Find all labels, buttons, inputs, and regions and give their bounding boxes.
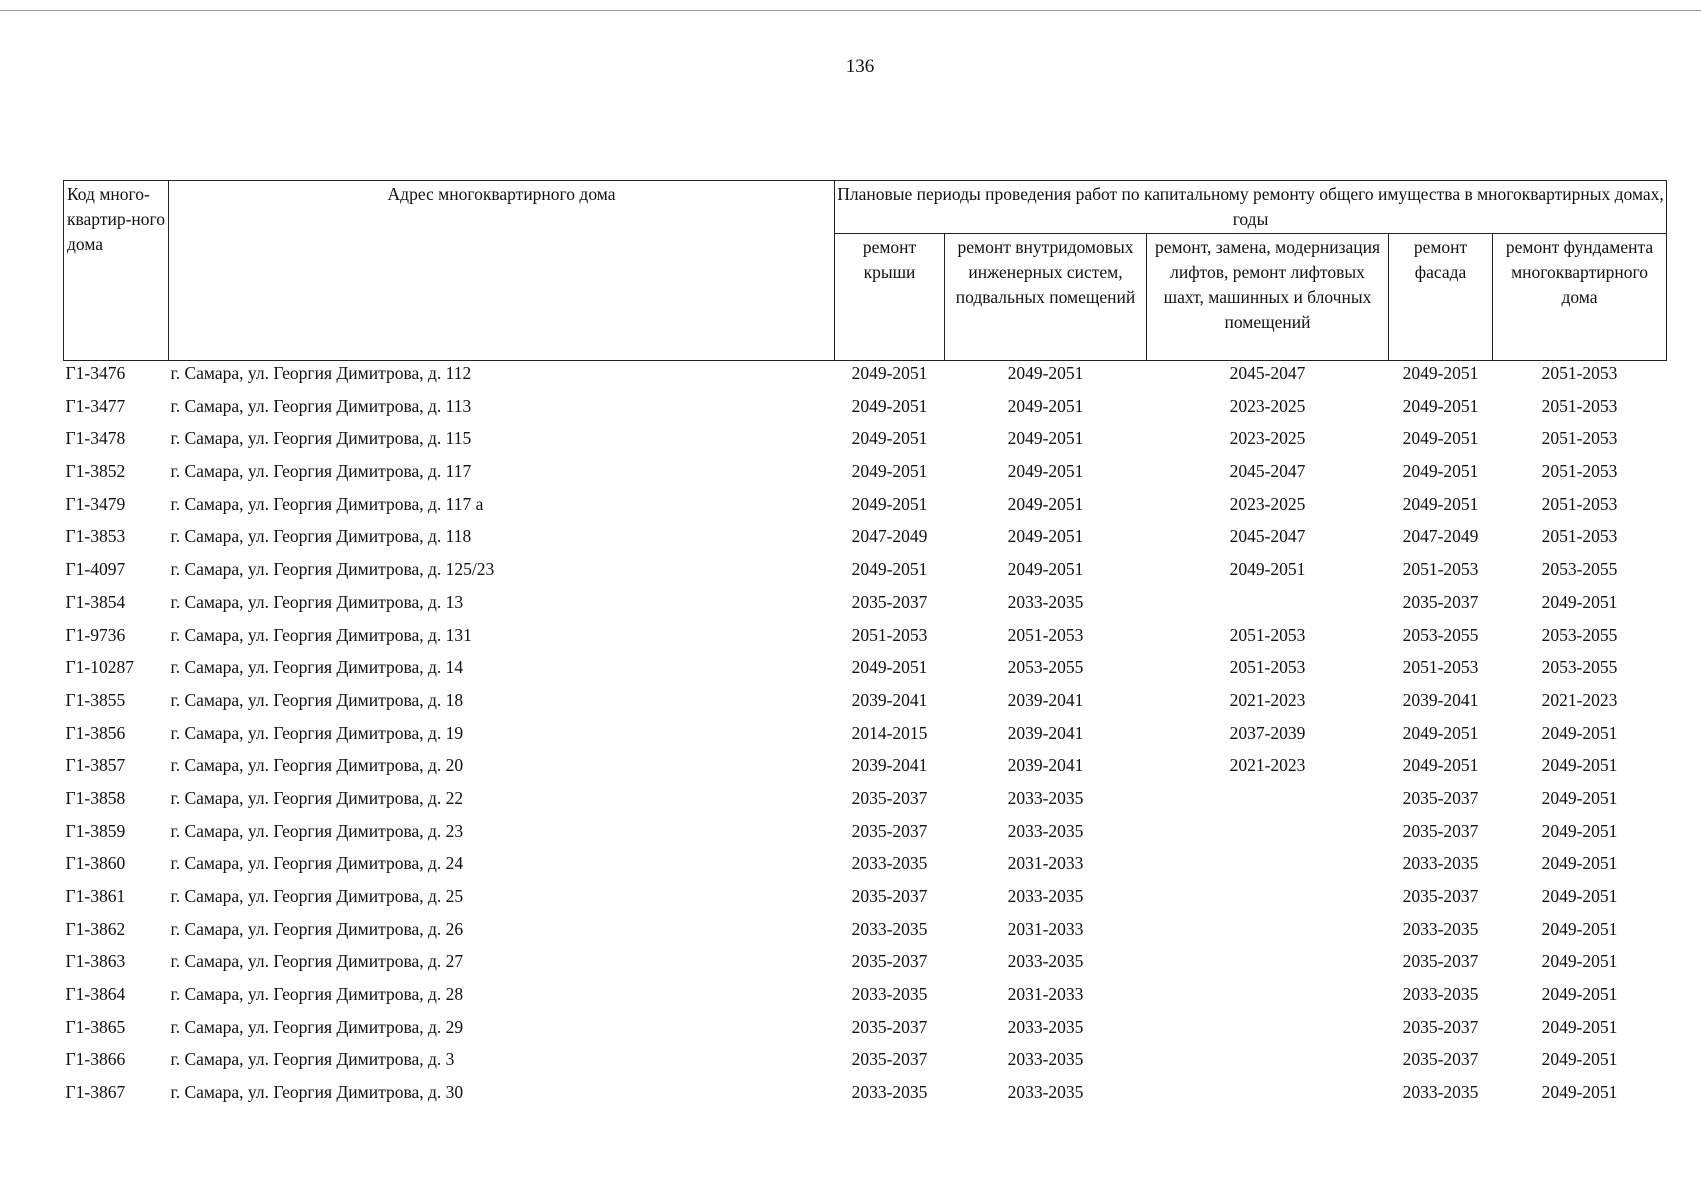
cell-foundation: 2049-2051 — [1541, 787, 1618, 808]
cell-roof: 2039-2041 — [851, 689, 928, 710]
cell-elevators — [1147, 819, 1389, 852]
cell-elevators — [1147, 1047, 1389, 1080]
table-row — [64, 786, 1667, 819]
cell-foundation: 2049-2051 — [1541, 886, 1618, 906]
cell-code: Г1-3857 — [65, 755, 126, 776]
cell-foundation: 2051-2053 — [1541, 428, 1618, 449]
cell-elevators: 2045-2047 — [1229, 363, 1306, 383]
cell-address: г. Самара, ул. Георгия Димитрова, д. 26 — [170, 918, 464, 939]
cell-foundation: 2049-2051 — [1541, 1049, 1618, 1070]
cell-address: г. Самара, ул. Георгия Димитрова, д. 125/23 — [170, 559, 495, 580]
cell-roof: 2035-2037 — [851, 886, 928, 906]
cell-facade: 2049-2051 — [1402, 461, 1479, 482]
cell-code: Г1-3861 — [65, 886, 126, 906]
cell-facade: 2035-2037 — [1402, 1049, 1479, 1070]
cell-engineering: 2039-2041 — [1007, 755, 1084, 776]
cell-address: г. Самара, ул. Георгия Димитрова, д. 3 — [170, 1049, 455, 1070]
cell-roof: 2035-2037 — [851, 1016, 928, 1037]
cell-address: г. Самара, ул. Георгия Димитрова, д. 19 — [170, 722, 464, 743]
cell-facade: 2049-2051 — [1402, 493, 1479, 514]
cell-address: г. Самара, ул. Георгия Димитрова, д. 118 — [170, 526, 472, 547]
table-row — [64, 394, 1667, 427]
cell-elevators — [1147, 851, 1389, 884]
cell-roof: 2049-2051 — [851, 559, 928, 580]
header-engineering: ремонт внутридомовых инженерных систем, подвальных помещений — [945, 234, 1147, 361]
cell-elevators — [1147, 1015, 1389, 1048]
cell-facade: 2049-2051 — [1402, 363, 1479, 383]
cell-foundation: 2049-2051 — [1541, 1082, 1618, 1103]
cell-address: г. Самара, ул. Георгия Димитрова, д. 115 — [170, 428, 472, 449]
cell-address: г. Самара, ул. Георгия Димитрова, д. 28 — [170, 984, 464, 1005]
table-body — [64, 361, 1667, 1113]
cell-address: г. Самара, ул. Георгия Димитрова, д. 22 — [170, 787, 464, 808]
cell-elevators — [1147, 786, 1389, 819]
cell-code: Г1-3858 — [65, 787, 126, 808]
cell-facade: 2049-2051 — [1402, 428, 1479, 449]
cell-code: Г1-3859 — [65, 820, 126, 841]
table-row — [64, 492, 1667, 525]
table-row — [64, 753, 1667, 786]
cell-roof: 2047-2049 — [851, 526, 928, 547]
cell-facade: 2051-2053 — [1402, 657, 1479, 678]
cell-foundation: 2051-2053 — [1541, 493, 1618, 514]
table-row — [64, 1015, 1667, 1048]
header-periods-group: Плановые периоды проведения работ по капитальному ремонту общего имущества в многоквартирных домах, годы — [835, 181, 1667, 234]
cell-address: г. Самара, ул. Георгия Димитрова, д. 29 — [170, 1016, 464, 1037]
cell-address: г. Самара, ул. Георгия Димитрова, д. 131 — [170, 624, 472, 645]
cell-foundation: 2049-2051 — [1541, 951, 1618, 972]
cell-address: г. Самара, ул. Георгия Димитрова, д. 24 — [170, 853, 464, 874]
header-roof: ремонт крыши — [835, 234, 945, 361]
cell-roof: 2049-2051 — [851, 461, 928, 482]
cell-engineering: 2031-2033 — [1007, 853, 1084, 874]
cell-code: Г1-9736 — [65, 624, 126, 645]
cell-foundation: 2053-2055 — [1541, 624, 1618, 645]
cell-engineering: 2033-2035 — [1007, 787, 1084, 808]
table-row — [64, 623, 1667, 656]
cell-engineering: 2049-2051 — [1007, 526, 1084, 547]
cell-roof: 2035-2037 — [851, 787, 928, 808]
repair-schedule-table — [63, 180, 1667, 1113]
cell-code: Г1-3855 — [65, 689, 126, 710]
cell-elevators: 2023-2025 — [1229, 395, 1306, 416]
cell-code: Г1-3864 — [65, 984, 126, 1005]
cell-code: Г1-3476 — [65, 363, 126, 383]
cell-foundation: 2049-2051 — [1541, 853, 1618, 874]
table-row — [64, 851, 1667, 884]
cell-foundation: 2053-2055 — [1541, 559, 1618, 580]
cell-engineering: 2033-2035 — [1007, 1082, 1084, 1103]
cell-elevators — [1147, 590, 1389, 623]
cell-elevators — [1147, 917, 1389, 950]
table-row — [64, 459, 1667, 492]
cell-engineering: 2049-2051 — [1007, 363, 1084, 383]
cell-engineering: 2049-2051 — [1007, 461, 1084, 482]
cell-foundation: 2051-2053 — [1541, 395, 1618, 416]
cell-roof: 2049-2051 — [851, 428, 928, 449]
table-row — [64, 655, 1667, 688]
cell-roof: 2051-2053 — [851, 624, 928, 645]
header-elevators: ремонт, замена, модернизация лифтов, ремонт лифтовых шахт, машинных и блочных помещений — [1147, 234, 1389, 361]
cell-foundation: 2049-2051 — [1541, 1016, 1618, 1037]
cell-facade: 2035-2037 — [1402, 820, 1479, 841]
scan-top-rule — [0, 10, 1701, 11]
cell-elevators — [1147, 1080, 1389, 1113]
cell-elevators — [1147, 949, 1389, 982]
cell-roof: 2014-2015 — [851, 722, 928, 743]
table-row — [64, 949, 1667, 982]
cell-code: Г1-4097 — [65, 559, 126, 580]
cell-engineering: 2033-2035 — [1007, 820, 1084, 841]
cell-foundation: 2049-2051 — [1541, 722, 1618, 743]
cell-address: г. Самара, ул. Георгия Димитрова, д. 13 — [170, 591, 464, 612]
cell-facade: 2049-2051 — [1402, 722, 1479, 743]
cell-elevators: 2037-2039 — [1229, 722, 1306, 743]
cell-roof: 2035-2037 — [851, 820, 928, 841]
cell-facade: 2033-2035 — [1402, 1082, 1479, 1103]
cell-roof: 2033-2035 — [851, 918, 928, 939]
table-row — [64, 361, 1667, 394]
table-row — [64, 557, 1667, 590]
cell-engineering: 2049-2051 — [1007, 493, 1084, 514]
cell-engineering: 2033-2035 — [1007, 886, 1084, 906]
cell-facade: 2035-2037 — [1402, 591, 1479, 612]
cell-address: г. Самара, ул. Георгия Димитрова, д. 30 — [170, 1082, 464, 1103]
cell-facade: 2035-2037 — [1402, 886, 1479, 906]
cell-roof: 2049-2051 — [851, 363, 928, 383]
cell-roof: 2033-2035 — [851, 984, 928, 1005]
cell-address: г. Самара, ул. Георгия Димитрова, д. 117 — [170, 461, 472, 482]
cell-code: Г1-3867 — [65, 1082, 126, 1103]
cell-code: Г1-3866 — [65, 1049, 126, 1070]
cell-facade: 2033-2035 — [1402, 918, 1479, 939]
cell-roof: 2049-2051 — [851, 493, 928, 514]
cell-elevators: 2049-2051 — [1229, 559, 1306, 580]
cell-foundation: 2049-2051 — [1541, 820, 1618, 841]
cell-elevators: 2051-2053 — [1229, 657, 1306, 678]
cell-code: Г1-3854 — [65, 591, 126, 612]
cell-facade: 2035-2037 — [1402, 1016, 1479, 1037]
cell-elevators: 2021-2023 — [1229, 689, 1306, 710]
cell-address: г. Самара, ул. Георгия Димитрова, д. 117 а — [170, 493, 484, 514]
cell-facade: 2033-2035 — [1402, 853, 1479, 874]
cell-elevators: 2045-2047 — [1229, 461, 1306, 482]
cell-code: Г1-3853 — [65, 526, 126, 547]
table-row — [64, 819, 1667, 852]
cell-elevators — [1147, 884, 1389, 917]
header-facade: ремонт фасада — [1389, 234, 1493, 361]
cell-address: г. Самара, ул. Георгия Димитрова, д. 113 — [170, 395, 472, 416]
header-foundation: ремонт фундамента многоквартирного дома — [1493, 234, 1667, 361]
cell-code: Г1-3852 — [65, 461, 126, 482]
cell-address: г. Самара, ул. Георгия Димитрова, д. 25 — [170, 886, 464, 906]
cell-foundation: 2049-2051 — [1541, 984, 1618, 1005]
cell-elevators — [1147, 982, 1389, 1015]
cell-facade: 2049-2051 — [1402, 755, 1479, 776]
cell-elevators: 2051-2053 — [1229, 624, 1306, 645]
cell-roof: 2035-2037 — [851, 1049, 928, 1070]
cell-elevators: 2023-2025 — [1229, 428, 1306, 449]
cell-facade: 2049-2051 — [1402, 395, 1479, 416]
cell-engineering: 2031-2033 — [1007, 918, 1084, 939]
cell-code: Г1-3860 — [65, 853, 126, 874]
table-row — [64, 426, 1667, 459]
cell-code: Г1-10287 — [65, 657, 134, 678]
cell-address: г. Самара, ул. Георгия Димитрова, д. 14 — [170, 657, 464, 678]
cell-facade: 2051-2053 — [1402, 559, 1479, 580]
table-row — [64, 688, 1667, 721]
cell-engineering: 2053-2055 — [1007, 657, 1084, 678]
cell-foundation: 2053-2055 — [1541, 657, 1618, 678]
cell-engineering: 2031-2033 — [1007, 984, 1084, 1005]
cell-elevators: 2021-2023 — [1229, 755, 1306, 776]
cell-foundation: 2049-2051 — [1541, 918, 1618, 939]
cell-engineering: 2039-2041 — [1007, 689, 1084, 710]
table-row — [64, 721, 1667, 754]
cell-address: г. Самара, ул. Георгия Димитрова, д. 18 — [170, 689, 464, 710]
cell-engineering: 2033-2035 — [1007, 951, 1084, 972]
cell-address: г. Самара, ул. Георгия Димитрова, д. 27 — [170, 951, 464, 972]
table-row — [64, 524, 1667, 557]
header-code: Код много-квартир-ного дома — [64, 181, 169, 361]
cell-facade: 2033-2035 — [1402, 984, 1479, 1005]
cell-address: г. Самара, ул. Георгия Димитрова, д. 112 — [170, 363, 472, 383]
table-row — [64, 982, 1667, 1015]
header-address: Адрес многоквартирного дома — [169, 181, 835, 361]
cell-code: Г1-3865 — [65, 1016, 126, 1037]
cell-engineering: 2049-2051 — [1007, 428, 1084, 449]
cell-foundation: 2051-2053 — [1541, 363, 1618, 383]
cell-roof: 2035-2037 — [851, 591, 928, 612]
table-row — [64, 884, 1667, 917]
cell-elevators: 2045-2047 — [1229, 526, 1306, 547]
table-row — [64, 1047, 1667, 1080]
cell-engineering: 2033-2035 — [1007, 1016, 1084, 1037]
cell-engineering: 2051-2053 — [1007, 624, 1084, 645]
cell-facade: 2035-2037 — [1402, 787, 1479, 808]
page-number: 136 — [845, 56, 875, 77]
cell-roof: 2049-2051 — [851, 657, 928, 678]
table-row — [64, 590, 1667, 623]
table-row — [64, 1080, 1667, 1113]
cell-engineering: 2033-2035 — [1007, 591, 1084, 612]
cell-engineering: 2033-2035 — [1007, 1049, 1084, 1070]
cell-address: г. Самара, ул. Георгия Димитрова, д. 23 — [170, 820, 464, 841]
cell-facade: 2035-2037 — [1402, 951, 1479, 972]
cell-foundation: 2049-2051 — [1541, 755, 1618, 776]
cell-code: Г1-3856 — [65, 722, 126, 743]
cell-facade: 2053-2055 — [1402, 624, 1479, 645]
cell-facade: 2039-2041 — [1402, 689, 1479, 710]
cell-roof: 2033-2035 — [851, 853, 928, 874]
cell-code: Г1-3479 — [65, 493, 126, 514]
cell-engineering: 2049-2051 — [1007, 395, 1084, 416]
cell-code: Г1-3862 — [65, 918, 126, 939]
cell-code: Г1-3863 — [65, 951, 126, 972]
cell-roof: 2035-2037 — [851, 951, 928, 972]
cell-code: Г1-3477 — [65, 395, 126, 416]
cell-roof: 2033-2035 — [851, 1082, 928, 1103]
cell-address: г. Самара, ул. Георгия Димитрова, д. 20 — [170, 755, 464, 776]
table-header — [64, 181, 1667, 361]
cell-foundation: 2051-2053 — [1541, 526, 1618, 547]
table-row — [64, 917, 1667, 950]
cell-engineering: 2049-2051 — [1007, 559, 1084, 580]
cell-roof: 2049-2051 — [851, 395, 928, 416]
cell-elevators: 2023-2025 — [1229, 493, 1306, 514]
cell-code: Г1-3478 — [65, 428, 126, 449]
cell-engineering: 2039-2041 — [1007, 722, 1084, 743]
cell-foundation: 2021-2023 — [1541, 689, 1618, 710]
cell-roof: 2039-2041 — [851, 755, 928, 776]
cell-facade: 2047-2049 — [1402, 526, 1479, 547]
cell-foundation: 2049-2051 — [1541, 591, 1618, 612]
cell-foundation: 2051-2053 — [1541, 461, 1618, 482]
